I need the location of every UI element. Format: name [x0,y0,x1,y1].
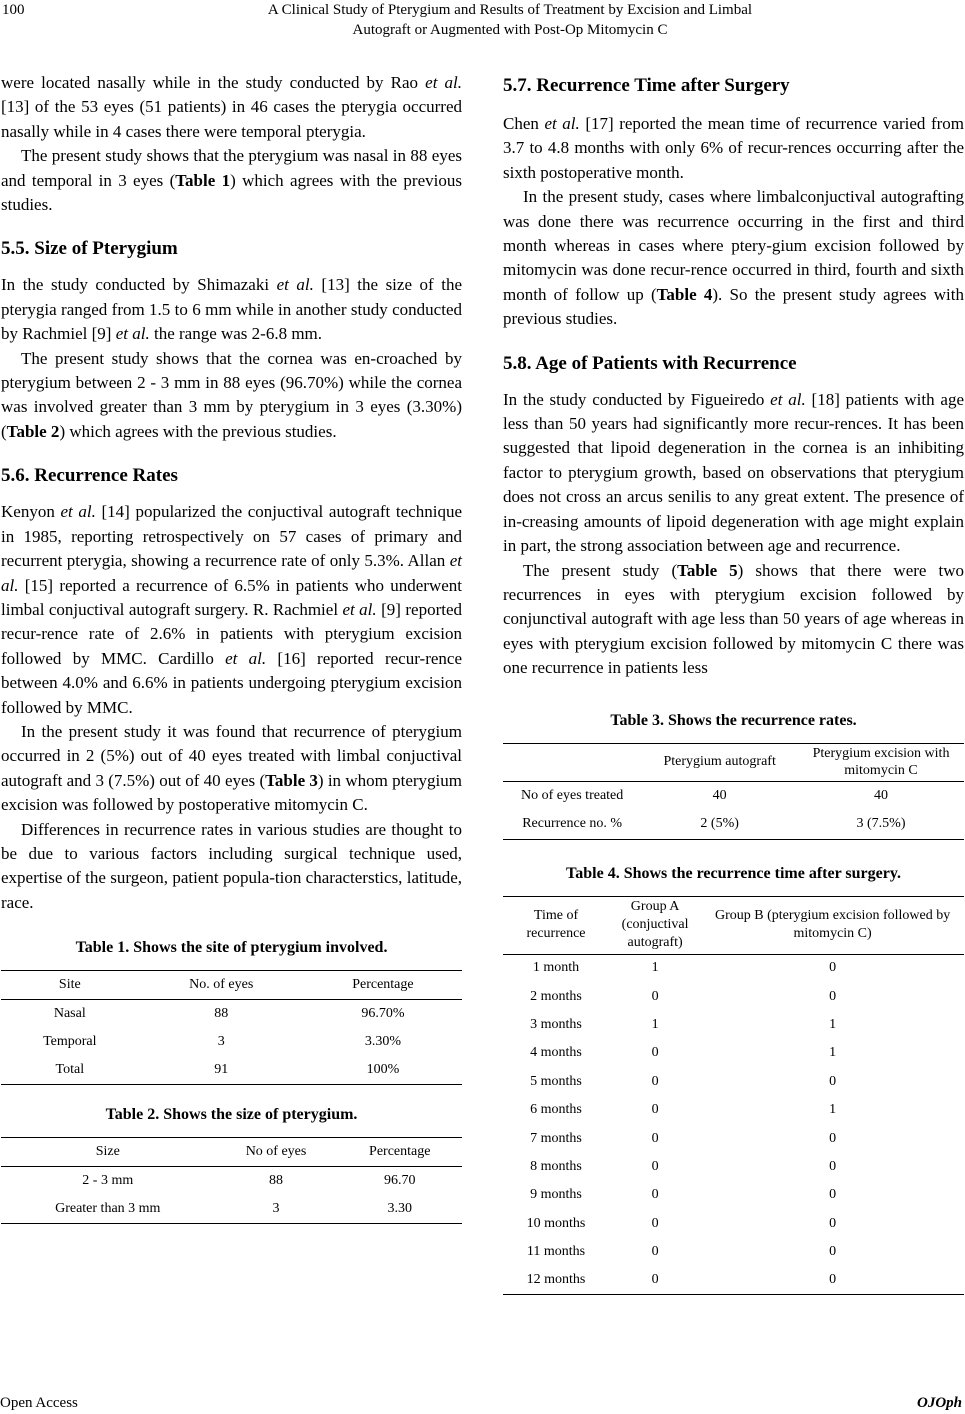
table-header-row [503,743,964,781]
table1 [1,970,462,1085]
table-cell: 91 [214,1062,229,1078]
table-header-cell: Percentage [352,977,414,993]
table-cell: 4 months [530,1045,582,1061]
table-cell: 0 [651,1102,659,1118]
table-cell: 3 months [530,1017,582,1032]
table-cell: 9 months [530,1187,582,1203]
table-row [503,1266,964,1294]
table-cell: 100% [366,1062,400,1078]
table-cell: 96.70% [361,1006,405,1022]
table-row [503,1124,964,1152]
table-cell: 96.70 [383,1173,416,1189]
table-cell: 0 [651,1073,659,1089]
paragraph: In the study conducted by Shimazaki et al. [13] the size of the pterygia ranged from 1.5 to 6 mm while in another study conducted by Rachmiel [9] et al. the range was 2-6.8 mm. [1,275,462,344]
table-row [1,1028,462,1056]
table-cell: 0 [651,1045,659,1061]
table-row [1,1195,462,1224]
table-header-cell: Time of recurrence [526,908,586,942]
table-cell: 11 months [526,1244,586,1260]
table-cell: 40 [874,787,889,803]
table-cell: 1 [829,1045,837,1061]
table-row [503,982,964,1010]
table-cell: 0 [829,1187,837,1203]
section-heading-5-6: 5.6. Recurrence Rates [1,465,178,487]
table-row [503,1068,964,1096]
table-cell: 0 [829,960,837,976]
table-cell: Recurrence no. % [522,816,623,832]
table-row [503,781,964,810]
table-cell: 0 [651,1158,659,1174]
table-cell: Greater than 3 mm [55,1201,161,1217]
paragraph: The present study shows that the pterygium was nasal in 88 eyes and temporal in 3 eyes (Table 1) which agrees with the previous studies. [1,146,462,215]
table-row [1,1000,462,1029]
paragraph: The present study shows that the cornea was en-croached by pterygium between 2 - 3 mm in 88 eyes (96.70%) while the cornea was involved greater than 3 mm by pterygium in 3 eyes (3.30%) (Table 2) which agrees with the previous studies. [1,348,462,441]
footer-open-access: Open Access [0,1395,78,1411]
table-cell: Nasal [53,1006,86,1022]
table-header-cell: Percentage [369,1144,431,1160]
table-header-row [1,1138,462,1167]
paragraph: Chen et al. [17] reported the mean time of recurrence varied from 3.7 to 4.8 months with only 6% of recur-rences occurring after the sixth postoperative month. [503,114,964,182]
table-header-cell: No of eyes [245,1144,307,1160]
table-cell: No of eyes treated [521,787,624,803]
table-cell: Temporal [43,1034,97,1050]
table-cell: Total [55,1062,85,1078]
table-header-row [503,896,964,954]
table-row [503,810,964,839]
table-row [503,1238,964,1266]
section-heading-5-8: 5.8. Age of Patients with Recurrence [503,352,797,374]
table-header-cell: Pterygium autograft [663,754,776,770]
table-cell: 0 [829,988,837,1004]
section-heading-5-7: 5.7. Recurrence Time after Surgery [503,75,790,96]
table-row [503,1210,964,1238]
table-cell: 1 [829,1017,837,1032]
table-cell: 2 - 3 mm [82,1173,134,1189]
table-header-cell: Group A (conjuctival autograft) [621,899,689,951]
table-cell: 8 months [530,1158,582,1174]
table-row [503,1153,964,1181]
right-column [503,71,964,1295]
table-header-cell: Group B (pterygium excision followed by mitomycin C) [714,908,951,942]
page-number: 100 [2,2,25,18]
table-cell: 1 [651,1017,659,1032]
table-row [503,1039,964,1067]
table-cell: 3 (7.5%) [856,816,906,832]
table-row [503,1181,964,1209]
table-cell: 0 [829,1158,837,1174]
table-cell: 2 (5%) [700,816,739,832]
running-header-line1: A Clinical Study of Pterygium and Results of Treatment by Excision and Limbal [267,2,753,18]
table4-caption: Table 4. Shows the recurrence time after surgery. [566,864,901,882]
table-header-cell: No. of eyes [189,977,254,993]
table-cell: 0 [829,1272,837,1288]
table2 [1,1137,462,1224]
paragraph: In the present study, cases where limbalconjuctival autografting was done there was recurrence occurring in the first and third month whereas in cases where ptery-gium excision followed by mitomycin was done recur-rence occurred in third, fourth and sixth month of follow up (Table 4). So the present study agrees with previous studies. [503,187,964,329]
table-cell: 1 month [532,960,580,976]
left-column [1,71,462,1224]
table-cell: 1 [651,960,659,976]
paragraph: In the present study it was found that recurrence of pterygium occurred in 2 (5%) out of 40 eyes treated with limbal conjuctival autograft and 3 (7.5%) out of 40 eyes (Table 3) in whom pterygium excision was followed by postoperative mitomycin C. [1,721,462,815]
running-header [140,0,880,40]
table-row [503,1096,964,1124]
table-cell: 40 [712,787,727,803]
paragraph: were located nasally while in the study conducted by Rao et al. [13] of the 53 eyes (51 patients) in 46 cases the pterygia occurred nasally while in 4 cases there were temporal pterygia. [1,73,463,141]
paragraph: The present study (Table 5) shows that there were two recurrences in eyes with pterygium excision followed by conjunctival autograft with age less than 50 years of age whereas in eyes with pterygium excision followed by mitomycin C there was one recurrence in patients less [503,560,964,678]
footer-journal: OJOph [916,1395,962,1411]
table-cell: 0 [829,1130,837,1146]
table-cell: 7 months [530,1130,582,1146]
table3 [503,743,964,840]
section-heading-5-5: 5.5. Size of Pterygium [1,238,178,260]
table-cell: 0 [829,1073,837,1089]
table-cell: 1 [829,1102,837,1118]
paragraph: Differences in recurrence rates in various studies are thought to be due to various factors including surgical technique used, expertise of the surgeon, patient popula-tion characterstics, latitude, race. [1,819,462,912]
table-row [1,1056,462,1085]
table-cell: 3.30 [387,1201,412,1217]
table-header-cell [503,743,641,781]
table-header-cell: Pterygium excision with mitomycin C [812,746,950,779]
table3-caption: Table 3. Shows the recurrence rates. [610,711,857,729]
table-cell: 12 months [526,1272,586,1288]
running-header-line2: Autograft or Augmented with Post-Op Mitomycin C [352,22,668,38]
table-cell: 2 months [530,988,582,1004]
table-cell: 0 [651,1272,659,1288]
table-cell: 3 [272,1201,280,1217]
table-cell: 3 [217,1034,225,1050]
table-header-cell: Site [58,977,81,993]
table-row [503,954,964,982]
paragraph: In the study conducted by Figueiredo et al. [18] patients with age less than 50 years had significantly more recur-rences. It has been suggested that lipoid degeneration in the cornea is an inhibiting factor to pterygium growth, based on observations that pterygium does not cross an arcus senilis to any great extent. The presence of in-creasing amounts of lipoid degeneration with age might explain in part, the strong association between age and recurrence. [503,389,965,556]
paragraph: Kenyon et al. [14] popularized the conjuctival autograft technique in 1985, reporting retrospectively on 57 cases of primary and recurrent pterygia, showing a recurrence rate of only 5.3%. Allan et al. [15] reported a recurrence of 6.5% in patients who underwent limbal conjuctival autograft surgery. R. Rachmiel et al. [9] reported recur-rence rate of 2.6% in patients with pterygium excision followed by MMC. Cardillo et al. [16] reported recur-rence between 4.0% and 6.6% in patients undergoing pterygium excision followed by MMC. [1,502,462,717]
table4 [503,896,964,1296]
table-cell: 3.30% [364,1034,401,1050]
table-row [1,1167,462,1196]
table-header-cell: Size [95,1144,120,1160]
table-cell: 0 [829,1244,837,1260]
table-header-row [1,971,462,1000]
table-cell: 0 [651,1130,659,1146]
table-cell: 0 [651,1187,659,1203]
table-cell: 0 [651,988,659,1004]
table2-caption: Table 2. Shows the size of pterygium. [105,1106,358,1124]
table-cell: 0 [829,1215,837,1231]
table-cell: 88 [214,1006,229,1022]
table-cell: 0 [651,1215,659,1231]
table-cell: 88 [269,1173,284,1189]
table-cell: 6 months [530,1102,582,1118]
table-cell: 10 months [526,1215,586,1231]
table-row [503,1011,964,1039]
table-cell: 0 [651,1244,659,1260]
table-cell: 5 months [530,1073,582,1089]
table1-caption: Table 1. Shows the site of pterygium involved. [75,939,388,957]
